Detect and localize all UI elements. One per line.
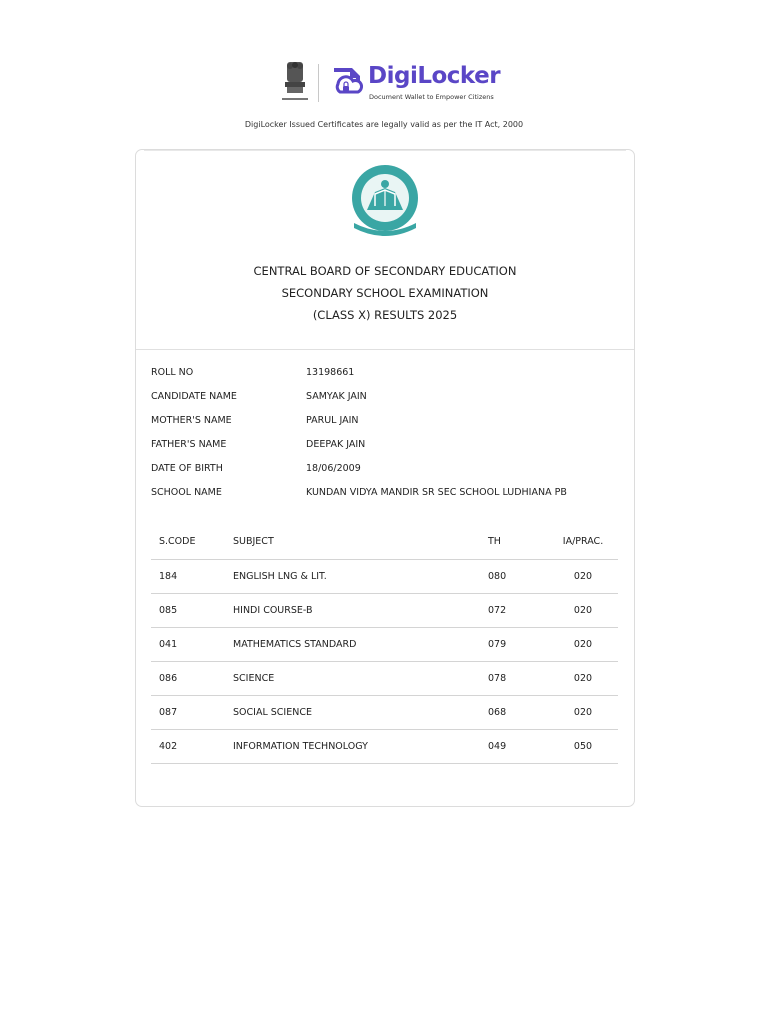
table-row (151, 696, 618, 730)
brand-name: DigiLocker (368, 63, 501, 89)
column-header-ia-prac: IA/PRAC. (548, 523, 618, 560)
table-header-row (151, 523, 618, 560)
digilocker-logo-icon (328, 64, 366, 102)
result-title: (CLASS X) RESULTS 2025 (312, 308, 458, 322)
theory-marks: 079 (483, 628, 548, 662)
certificate-card (135, 149, 635, 807)
practical-marks: 020 (548, 560, 618, 594)
subject-code: 041 (151, 628, 233, 662)
table-row (151, 628, 618, 662)
candidate-name: SAMYAK JAIN (306, 391, 367, 402)
school-name: KUNDAN VIDYA MANDIR SR SEC SCHOOL LUDHIANA PB (306, 487, 567, 498)
theory-marks: 049 (483, 730, 548, 764)
detail-row (151, 487, 621, 511)
subject-code: 087 (151, 696, 233, 730)
legal-note: DigiLocker Issued Certificates are legally valid as per the IT Act, 2000 (244, 120, 524, 129)
detail-label: CANDIDATE NAME (151, 391, 237, 402)
column-header-subject: SUBJECT (233, 523, 483, 560)
table-row (151, 662, 618, 696)
digilocker-header (276, 58, 516, 106)
board-title: CENTRAL BOARD OF SECONDARY EDUCATION (253, 264, 517, 278)
brand-tagline: Document Wallet to Empower Citizens (369, 93, 494, 101)
detail-row (151, 463, 621, 487)
exam-title: SECONDARY SCHOOL EXAMINATION (281, 286, 489, 300)
subject-code: 086 (151, 662, 233, 696)
subject-name: MATHEMATICS STANDARD (233, 628, 483, 662)
practical-marks: 020 (548, 594, 618, 628)
detail-label: FATHER'S NAME (151, 439, 227, 450)
roll-number: 13198661 (306, 367, 355, 378)
subject-name: ENGLISH LNG & LIT. (233, 560, 483, 594)
column-header-scode: S.CODE (151, 523, 233, 560)
table-row (151, 730, 618, 764)
detail-row (151, 367, 621, 391)
national-emblem-icon (278, 60, 312, 104)
card-top-line (144, 150, 626, 151)
practical-marks: 050 (548, 730, 618, 764)
mother-name: PARUL JAIN (306, 415, 359, 426)
theory-marks: 072 (483, 594, 548, 628)
practical-marks: 020 (548, 696, 618, 730)
candidate-details (151, 367, 621, 511)
cbse-logo-icon (346, 162, 424, 244)
detail-row (151, 391, 621, 415)
subject-name: SCIENCE (233, 662, 483, 696)
subject-name: SOCIAL SCIENCE (233, 696, 483, 730)
table-row (151, 594, 618, 628)
subject-code: 184 (151, 560, 233, 594)
practical-marks: 020 (548, 662, 618, 696)
theory-marks: 080 (483, 560, 548, 594)
table-row (151, 560, 618, 594)
section-divider (136, 349, 634, 350)
header-divider (318, 64, 319, 102)
subject-code: 402 (151, 730, 233, 764)
date-of-birth: 18/06/2009 (306, 463, 361, 474)
theory-marks: 078 (483, 662, 548, 696)
detail-label: MOTHER'S NAME (151, 415, 232, 426)
detail-row (151, 439, 621, 463)
detail-label: SCHOOL NAME (151, 487, 222, 498)
subject-name: INFORMATION TECHNOLOGY (233, 730, 483, 764)
practical-marks: 020 (548, 628, 618, 662)
column-header-th: TH (483, 523, 548, 560)
detail-row (151, 415, 621, 439)
marks-table (151, 523, 618, 764)
subject-name: HINDI COURSE-B (233, 594, 483, 628)
detail-label: ROLL NO (151, 367, 194, 378)
father-name: DEEPAK JAIN (306, 439, 366, 450)
certificate-titles (136, 260, 634, 326)
detail-label: DATE OF BIRTH (151, 463, 223, 474)
theory-marks: 068 (483, 696, 548, 730)
subject-code: 085 (151, 594, 233, 628)
